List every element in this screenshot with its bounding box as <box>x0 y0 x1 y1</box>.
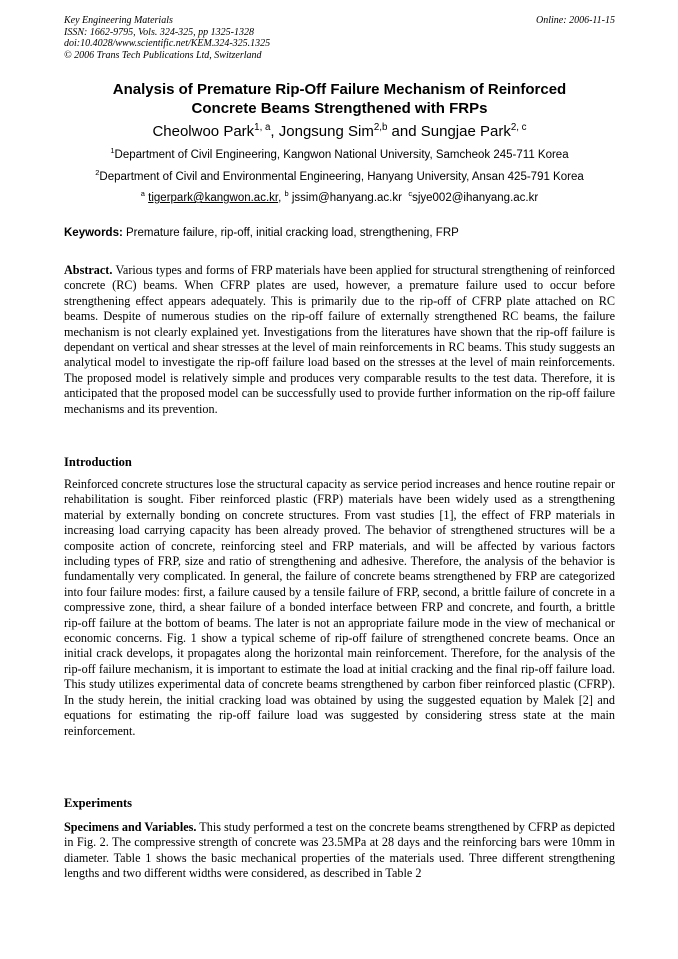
keywords-label: Keywords: <box>64 227 123 239</box>
email-a-mark: a <box>140 189 145 199</box>
doi-line: doi:10.4028/www.scientific.net/KEM.324-325.1325 <box>64 38 271 49</box>
author-2-affiliation-mark: 2,b <box>373 122 388 133</box>
experiments-heading: Experiments <box>64 796 133 810</box>
affiliation-1 <box>64 148 615 163</box>
author-1-affiliation-mark: 1, a <box>254 122 271 133</box>
email-c-mark: c <box>408 189 413 199</box>
abstract-text: Various types and forms of FRP materials have been applied for structural strengthening of reinforced concrete (RC) beams. When CFRP plates are used, however, a premature failure used to occur before strengthening effect appears adequately. This is primarily due to the rip-off of CFRP plate attached on RC beams. Despite of numerous studies on the rip-off failure of externally strengthened RC beams, the failure mechanism is not clearly explained yet. Investigations from the literatures have shown that the rip-off failure is dependant on vertical and shear stresses at the level of main reinforcements in RC beams. This study suggests an analytical model to investigate the rip-off failure load based on the stresses at the level of main reinforcements. The proposed model is relatively simple and produces very comparable results to the test data. Therefore, it is anticipated that the proposed model can be successfully used to provide further information on the rip-off failure mechanisms and its prevention. <box>64 263 615 416</box>
email-b-mark: b <box>284 189 289 199</box>
author-1: Cheolwoo Park <box>152 123 255 140</box>
online-date: Online: 2006-11-15 <box>536 15 615 26</box>
author-3-affiliation-mark: 2, c <box>510 122 527 133</box>
email-b: jssim@hanyang.ac.kr <box>291 192 402 204</box>
copyright-line: © 2006 Trans Tech Publications Ltd, Switzerland <box>64 49 262 61</box>
specimens-paragraph <box>64 820 615 882</box>
abstract-label: Abstract. <box>64 263 113 277</box>
author-separator: and <box>387 123 421 140</box>
keywords-line <box>64 226 615 241</box>
journal-name: Key Engineering Materials <box>64 15 173 26</box>
introduction-heading: Introduction <box>64 455 132 469</box>
paper-title <box>64 81 615 118</box>
author-2: Jongsung Sim <box>278 123 374 140</box>
issn-line: ISSN: 1662-9795, Vols. 324-325, pp 1325-1328 <box>64 26 254 38</box>
affiliation-2-mark: 2 <box>95 168 100 178</box>
title-line-2: Concrete Beams Strengthened with FRPs <box>191 99 488 117</box>
abstract-paragraph <box>64 263 615 417</box>
author-list <box>64 122 615 142</box>
introduction-paragraph: Reinforced concrete structures lose the structural capacity as service period increases and hence routine repair or rehabilitation is sought. Fiber reinforced plastic (FRP) materials have been widely used as a strengthening material by externally bonding on concrete structures. From vast studies [1], the effect of FRP materials in increasing load carrying capacity has been already proved. The behavior of strengthened structures will be a composite action of concrete, reinforcing steel and FRP materials, and will be affected by various factors including types of FRP, size and ratio of strengthening and adhesive. Therefore, the analysis of the behavior is fundamentally very complicated. In general, the failure of concrete beams strengthened by FRP are categorized into four failure modes: first, a failure caused by a tensile failure of FRP, second, a brittle failure of concrete in a compressive zone, third, a shear failure of a bonded interface between FRP and concrete, and fourth, a brittle rip-off failure at the bottom of beams. The later is not an appropriate failure mode in the view of mechanical or economic concerns. Fig. 1 show a typical scheme of rip-off failure of strengthened concrete beams. Once an initial crack develops, it propagates along the horizontal main reinforcement. Therefore, for the analysis of the rip-off failure mechanism, it is important to estimate the load at initial cracking and the final rip-off failure load. This study utilizes experimental data of concrete beams strengthened by carbon fiber reinforced plastic (CFRP). In the study herein, the initial cracking load was obtained by using the suggested equation by Malek [2] and equations for estimating the rip-off failure load was suggested by considering stress state at the main reinforcement. <box>64 477 615 738</box>
title-line-1: Analysis of Premature Rip-Off Failure Mechanism of Reinforced <box>112 81 567 98</box>
affiliation-2-text: Department of Civil and Environmental Engineering, Hanyang University, Ansan 425-791 Korea <box>99 171 584 183</box>
email-c: sjye002@ihanyang.ac.kr <box>412 192 539 204</box>
author-separator: , <box>270 123 279 140</box>
specimens-subheading: Specimens and Variables. <box>64 820 197 834</box>
keywords-text: Premature failure, rip-off, initial cracking load, strengthening, FRP <box>122 227 459 239</box>
email-list <box>64 191 615 206</box>
journal-header <box>64 15 615 61</box>
email-link-a[interactable]: tigerpark@kangwon.ac.kr <box>148 192 279 204</box>
author-3: Sungjae Park <box>420 123 511 140</box>
affiliation-1-mark: 1 <box>110 146 115 156</box>
specimens-text: This study performed a test on the concrete beams strengthened by CFRP as depicted in Fig. 2. The compressive strength of concrete was 23.5MPa at 28 days and the reinforcing bars were 10mm in diameter. Table 1 shows the basic mechanical properties of the materials used. Three different strengthening lengths and two different widths were considered, as described in Table 2 <box>64 820 615 881</box>
affiliation-2 <box>64 170 615 185</box>
affiliation-1-text: Department of Civil Engineering, Kangwon National University, Samcheok 245-711 Korea <box>114 149 569 161</box>
email-separator: , <box>278 192 285 204</box>
